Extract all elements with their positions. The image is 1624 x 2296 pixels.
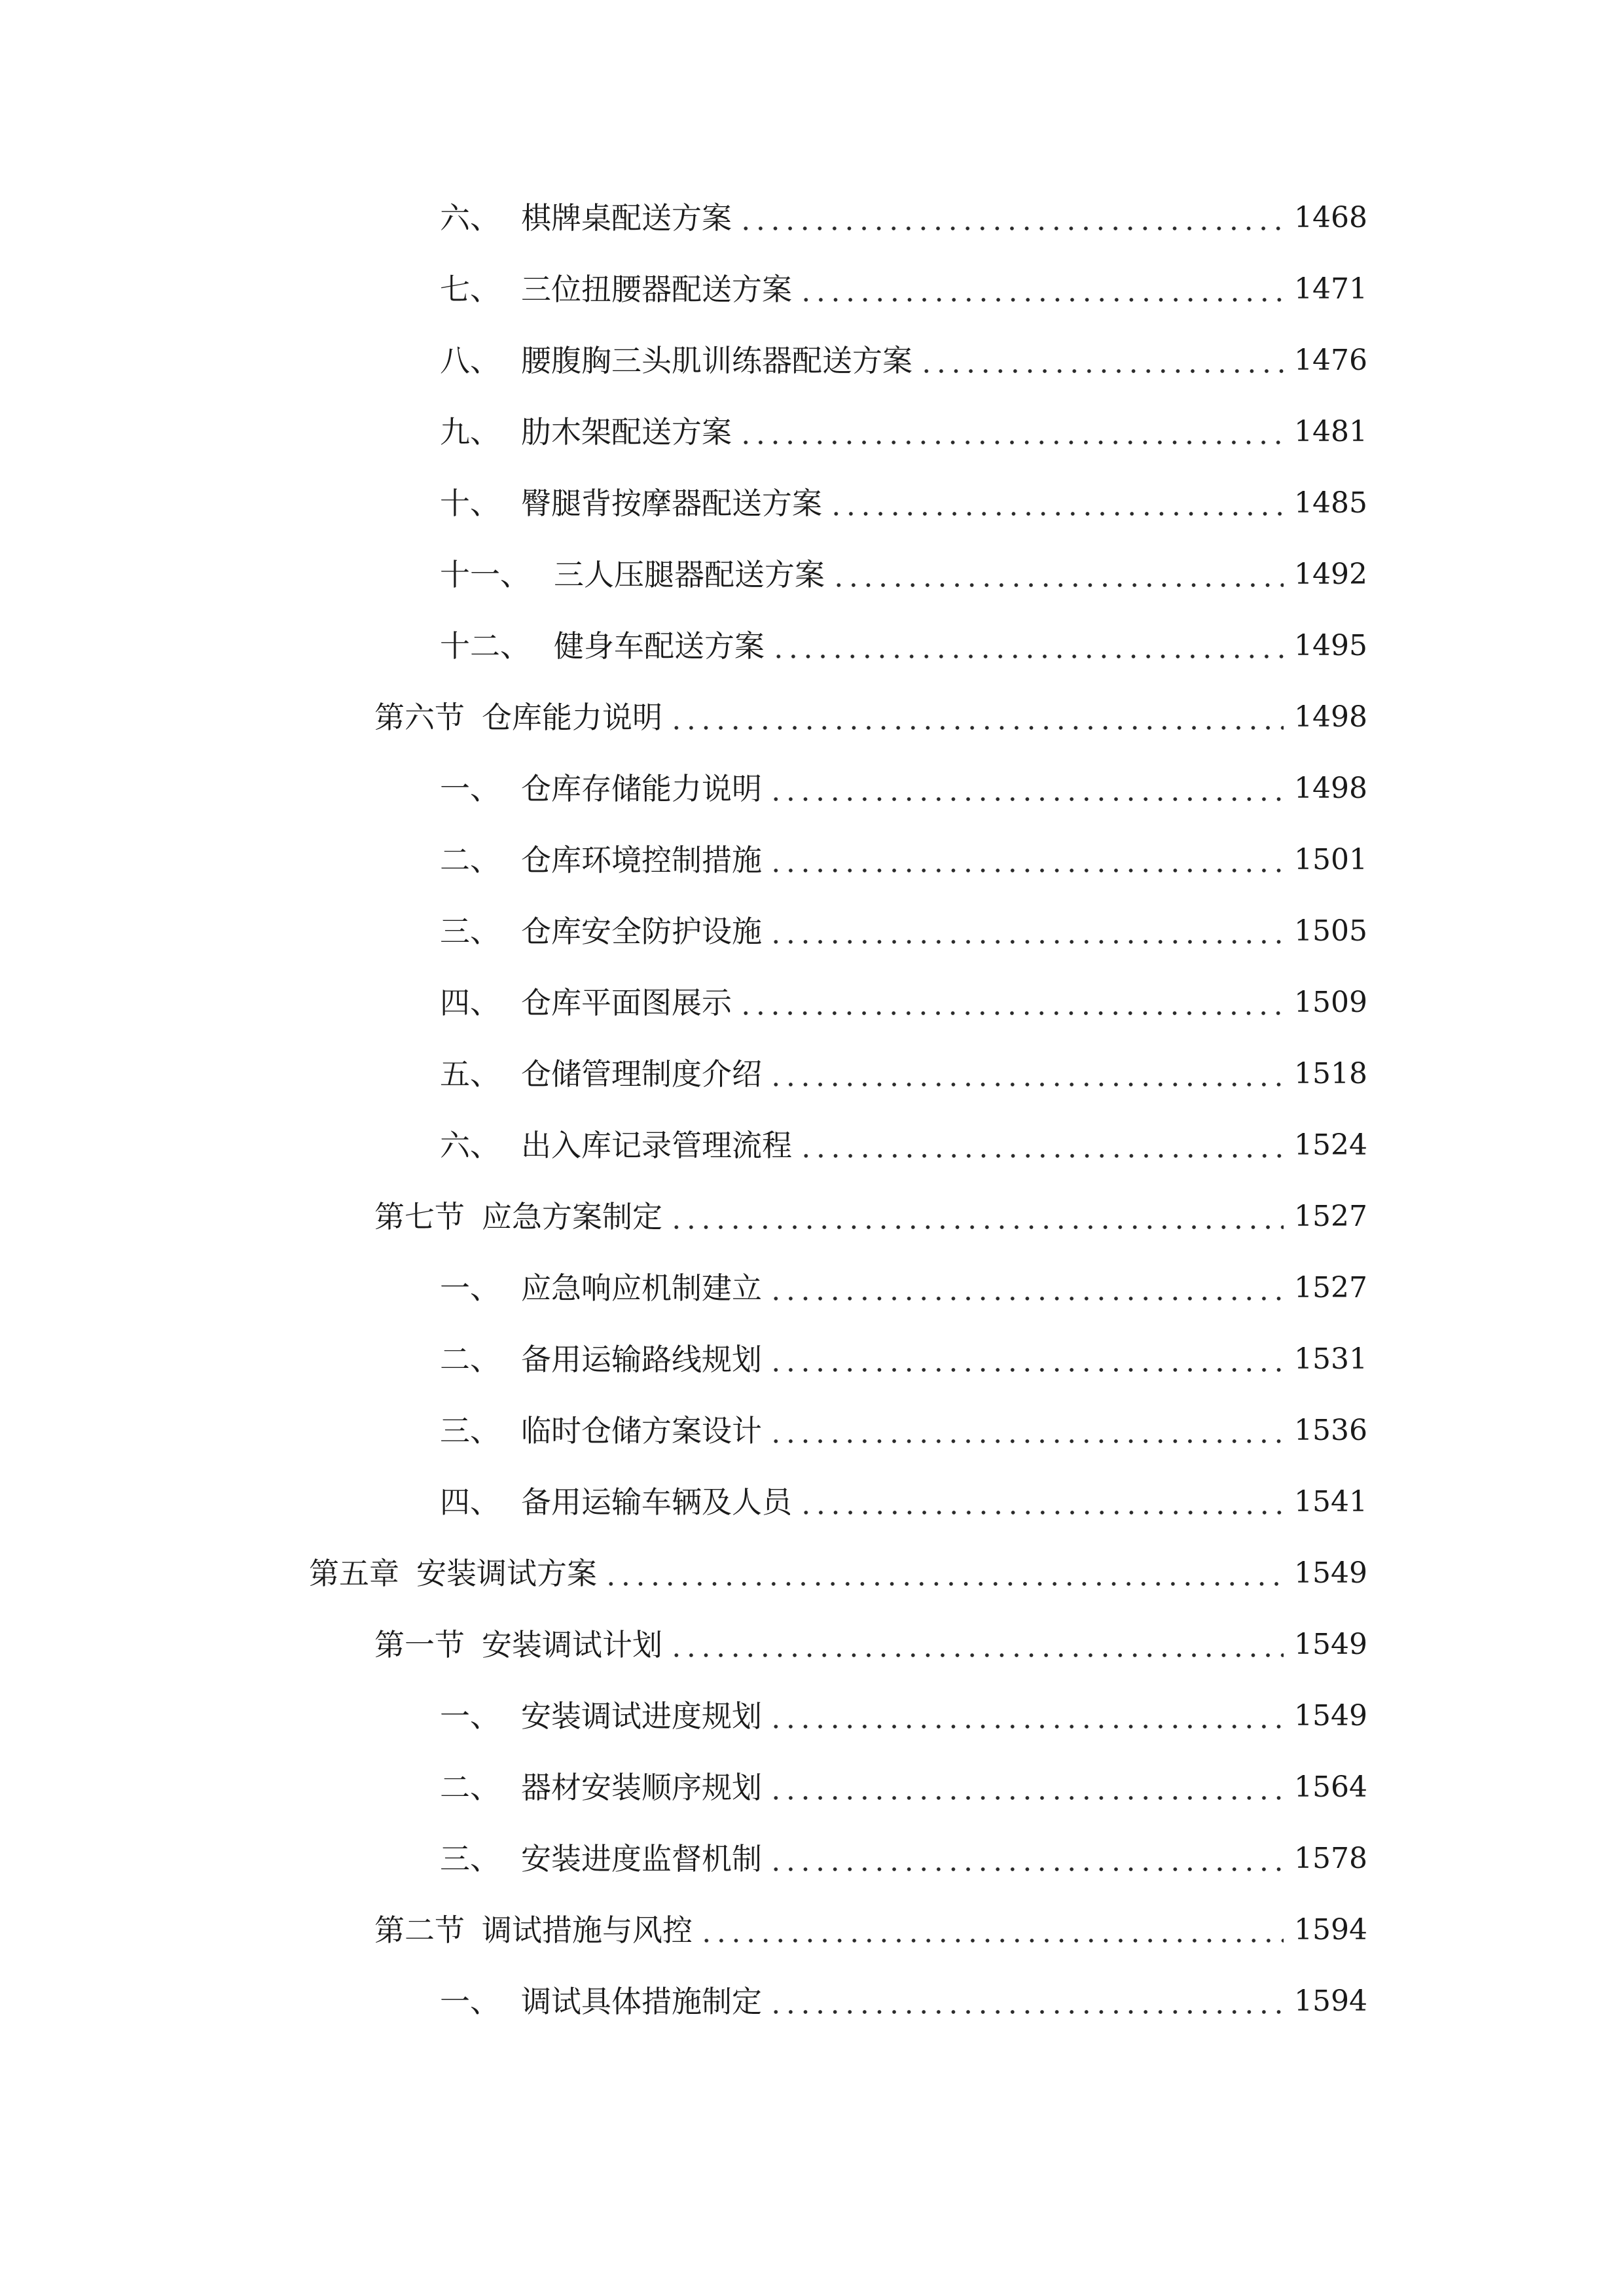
toc-dot-leader (799, 1119, 1284, 1172)
toc-entry-title: 备用运输路线规划 (521, 1342, 762, 1377)
toc-entry-page: 1527 (1294, 1200, 1367, 1233)
toc-entry-title: 调试具体措施制定 (521, 1984, 762, 2019)
toc-dot-leader (799, 263, 1284, 315)
toc-entry-page: 1492 (1294, 558, 1367, 591)
toc-entry-number: 三、 (440, 914, 500, 949)
toc-dot-leader (604, 1547, 1284, 1600)
toc-entry-title: 安装调试方案 (416, 1556, 597, 1591)
toc-entry[interactable] (440, 334, 1367, 387)
toc-dot-leader (738, 192, 1284, 244)
toc-entry[interactable] (440, 192, 1367, 244)
toc-entry-number: 五、 (440, 1056, 500, 1092)
toc-entry[interactable] (440, 406, 1367, 458)
toc-entry[interactable] (374, 1904, 1367, 1956)
toc-entry-page: 1501 (1294, 843, 1367, 876)
toc-dot-leader (771, 620, 1284, 672)
toc-entry-number: 十二、 (440, 628, 530, 664)
toc-entry-title: 仓储管理制度介绍 (521, 1056, 762, 1092)
toc-entry-number: 三、 (440, 1841, 500, 1876)
toc-entry-number: 四、 (440, 1484, 500, 1520)
toc-entry-number: 六、 (440, 1128, 500, 1163)
toc-dot-leader (669, 691, 1284, 744)
toc-entry-title: 仓库环境控制措施 (521, 842, 762, 878)
toc-entry[interactable] (440, 834, 1367, 886)
toc-dot-leader (768, 1333, 1284, 1386)
toc-entry-page: 1518 (1294, 1057, 1367, 1090)
toc-dot-leader (829, 477, 1284, 529)
toc-entry[interactable] (374, 1619, 1367, 1671)
toc-entry-number: 十一、 (440, 557, 530, 592)
toc-entry-page: 1531 (1294, 1342, 1367, 1376)
toc-entry-page: 1485 (1294, 486, 1367, 520)
toc-dot-leader (799, 1476, 1284, 1528)
toc-entry-page: 1505 (1294, 914, 1367, 948)
toc-entry-number: 第六节 (374, 700, 465, 735)
toc-entry-page: 1527 (1294, 1271, 1367, 1304)
toc-entry-number: 十、 (440, 486, 500, 521)
toc-entry-number: 四、 (440, 985, 500, 1020)
toc-entry[interactable] (440, 477, 1367, 529)
toc-entry[interactable] (440, 620, 1367, 672)
toc-entry-page: 1498 (1294, 700, 1367, 734)
toc-dot-leader (768, 834, 1284, 886)
toc-dot-leader (768, 1048, 1284, 1100)
toc-entry-number: 第一节 (374, 1627, 465, 1662)
toc-entry-number: 二、 (440, 1770, 500, 1805)
toc-entry-title: 健身车配送方案 (554, 628, 765, 664)
toc-dot-leader (831, 548, 1284, 601)
toc-entry[interactable] (440, 548, 1367, 601)
toc-entry-page: 1509 (1294, 986, 1367, 1019)
toc-entry-number: 三、 (440, 1413, 500, 1448)
toc-entry-title: 臀腿背按摩器配送方案 (521, 486, 822, 521)
toc-entry-page: 1468 (1294, 201, 1367, 234)
toc-entry-title: 仓库安全防护设施 (521, 914, 762, 949)
toc-entry-page: 1541 (1294, 1485, 1367, 1518)
toc-entry-title: 三人压腿器配送方案 (554, 557, 825, 592)
toc-entry-number: 一、 (440, 1698, 500, 1734)
toc-entry[interactable] (374, 691, 1367, 744)
toc-entry[interactable] (309, 1547, 1367, 1600)
toc-entry-page: 1549 (1294, 1699, 1367, 1732)
toc-dot-leader (738, 977, 1284, 1029)
toc-entry[interactable] (374, 1191, 1367, 1243)
toc-entry[interactable] (440, 1833, 1367, 1885)
toc-entry-title: 仓库能力说明 (482, 700, 662, 735)
toc-dot-leader (699, 1904, 1284, 1956)
toc-entry-number: 第二节 (374, 1912, 465, 1948)
toc-entry-number: 第七节 (374, 1199, 465, 1234)
toc-entry-title: 应急方案制定 (482, 1199, 662, 1234)
toc-entry-page: 1476 (1294, 344, 1367, 377)
toc-entry-title: 临时仓储方案设计 (521, 1413, 762, 1448)
toc-dot-leader (768, 762, 1284, 815)
toc-entry-title: 仓库平面图展示 (521, 985, 732, 1020)
toc-entry[interactable] (440, 1405, 1367, 1457)
toc-dot-leader (768, 1262, 1284, 1314)
toc-entry-number: 八、 (440, 343, 500, 378)
toc-entry-page: 1495 (1294, 629, 1367, 662)
toc-entry-title: 备用运输车辆及人员 (521, 1484, 792, 1520)
toc-entry[interactable] (440, 1048, 1367, 1100)
toc-entry-number: 一、 (440, 771, 500, 806)
toc-entry[interactable] (440, 762, 1367, 815)
toc-entry-number: 二、 (440, 1342, 500, 1377)
toc-entry-title: 三位扭腰器配送方案 (521, 272, 792, 307)
toc-entry-number: 第五章 (309, 1556, 399, 1591)
toc-entry-title: 安装进度监督机制 (521, 1841, 762, 1876)
toc-entry-number: 九、 (440, 414, 500, 450)
toc-dot-leader (919, 334, 1284, 387)
toc-entry[interactable] (440, 263, 1367, 315)
toc-entry-title: 腰腹胸三头肌训练器配送方案 (521, 343, 912, 378)
toc-entry-page: 1549 (1294, 1556, 1367, 1590)
toc-entry-title: 应急响应机制建立 (521, 1270, 762, 1306)
toc-entry[interactable] (440, 905, 1367, 958)
toc-entry-number: 六、 (440, 200, 500, 236)
toc-entry[interactable] (440, 1119, 1367, 1172)
toc-entry-page: 1594 (1294, 1984, 1367, 2018)
toc-dot-leader (768, 1833, 1284, 1885)
toc-entry-number: 七、 (440, 272, 500, 307)
toc-entry-page: 1594 (1294, 1913, 1367, 1946)
toc-entry-page: 1564 (1294, 1770, 1367, 1804)
toc-entry-title: 肋木架配送方案 (521, 414, 732, 450)
toc-entry-page: 1471 (1294, 272, 1367, 306)
toc-entry-page: 1549 (1294, 1628, 1367, 1661)
toc-entry-page: 1524 (1294, 1128, 1367, 1162)
toc-entry-number: 二、 (440, 842, 500, 878)
toc-entry[interactable] (440, 1476, 1367, 1528)
toc-entry-title: 安装调试计划 (482, 1627, 662, 1662)
toc-entry-title: 调试措施与风控 (482, 1912, 693, 1948)
toc-entry-page: 1498 (1294, 772, 1367, 805)
toc-dot-leader (768, 1975, 1284, 2028)
toc-dot-leader (768, 905, 1284, 958)
toc-dot-leader (768, 1405, 1284, 1457)
toc-entry[interactable] (440, 1761, 1367, 1814)
toc-entry-page: 1536 (1294, 1414, 1367, 1447)
toc-entry[interactable] (440, 977, 1367, 1029)
toc-entry-number: 一、 (440, 1270, 500, 1306)
toc-entry-title: 器材安装顺序规划 (521, 1770, 762, 1805)
toc-entry-page: 1578 (1294, 1842, 1367, 1875)
toc-entry-title: 棋牌桌配送方案 (521, 200, 732, 236)
toc-entry-title: 安装调试进度规划 (521, 1698, 762, 1734)
toc-entry-number: 一、 (440, 1984, 500, 2019)
toc-dot-leader (669, 1191, 1284, 1243)
toc-entry[interactable] (440, 1690, 1367, 1742)
toc-dot-leader (669, 1619, 1284, 1671)
toc-entry[interactable] (440, 1262, 1367, 1314)
toc-entry[interactable] (440, 1333, 1367, 1386)
toc-dot-leader (738, 406, 1284, 458)
toc-entry-title: 仓库存储能力说明 (521, 771, 762, 806)
toc-dot-leader (768, 1690, 1284, 1742)
toc-entry[interactable] (440, 1975, 1367, 2028)
toc-entry-title: 出入库记录管理流程 (521, 1128, 792, 1163)
toc-entry-page: 1481 (1294, 415, 1367, 448)
toc-dot-leader (768, 1761, 1284, 1814)
